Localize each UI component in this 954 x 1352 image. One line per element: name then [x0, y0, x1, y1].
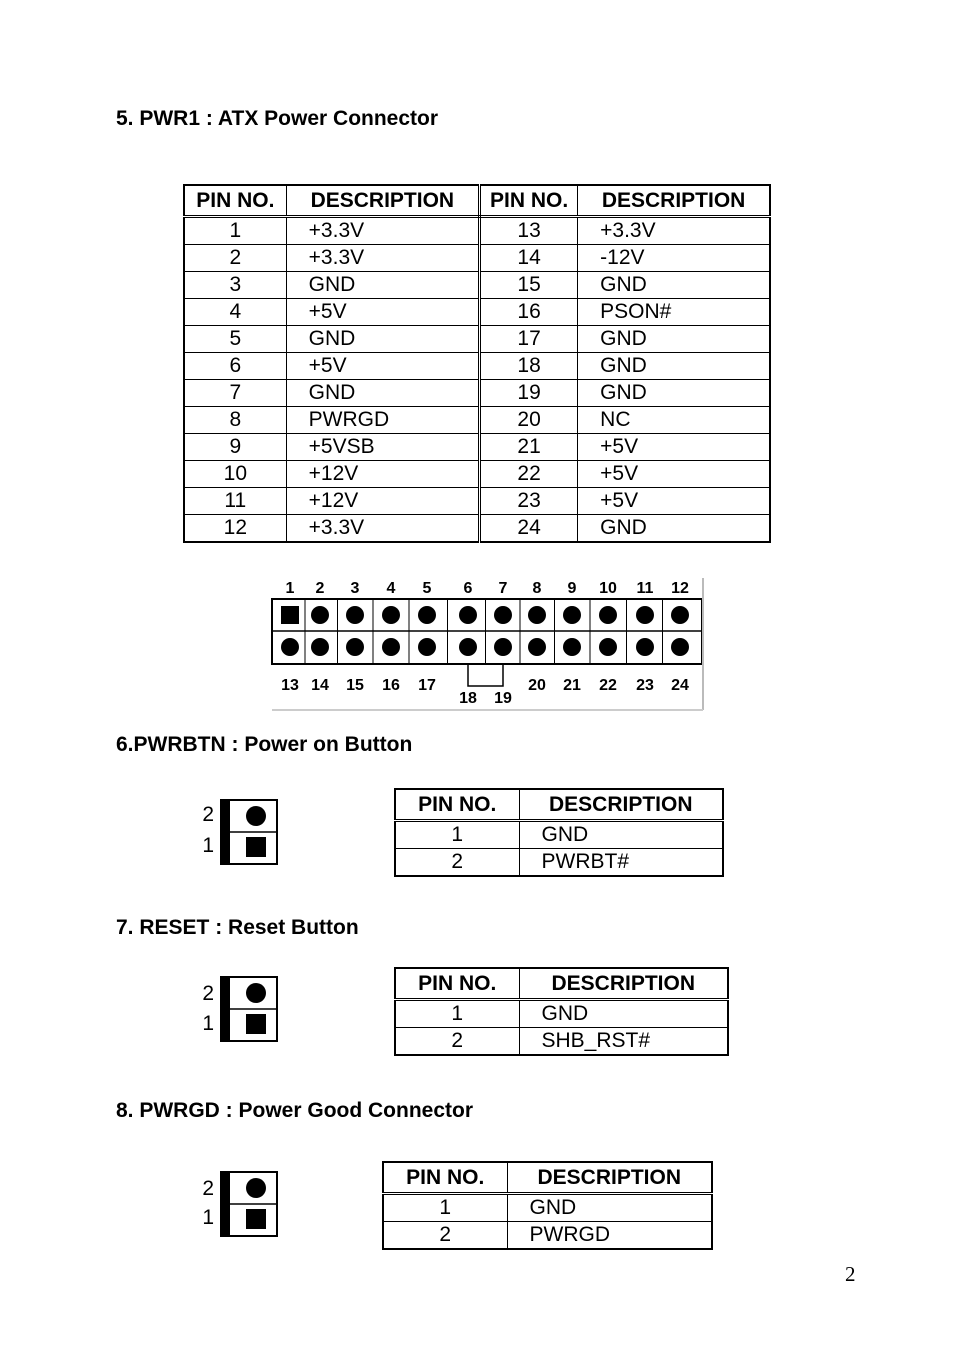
- table-row: [184, 461, 770, 488]
- description-cell: +5V: [286, 299, 479, 326]
- pin-dot: [494, 606, 512, 624]
- table-row: [184, 434, 770, 461]
- jumper-pin-label-1: 1: [202, 1206, 214, 1229]
- pin-number-cell: 9: [184, 434, 286, 461]
- pin-number-cell: 2: [395, 849, 519, 877]
- jumper-pin-label-2: 2: [202, 803, 214, 826]
- pin-dot: [382, 606, 400, 624]
- description-cell: +3.3V: [286, 217, 479, 245]
- pin-number-cell: 16: [480, 299, 578, 326]
- description-cell: SHB_RST#: [519, 1028, 728, 1056]
- description-cell: +5V: [286, 353, 479, 380]
- table-header-row: [383, 1162, 712, 1194]
- jumper-pin-label-2: 2: [202, 982, 214, 1005]
- pin-dot: [382, 638, 400, 656]
- table-row: [184, 245, 770, 272]
- table-row: [184, 272, 770, 299]
- pin-dot: [418, 606, 436, 624]
- description-cell: NC: [578, 407, 770, 434]
- pwrbtn-pin-table: [394, 788, 724, 877]
- table-row: [395, 849, 723, 877]
- table-row: [184, 488, 770, 515]
- pin-dot: [636, 638, 654, 656]
- pin-dot: [599, 606, 617, 624]
- pin-label: 20: [528, 677, 546, 694]
- table-header-row: [395, 789, 723, 821]
- description-cell: GND: [578, 515, 770, 543]
- table-row: [383, 1194, 712, 1222]
- pin-number-cell: 19: [480, 380, 578, 407]
- pin-label: 8: [532, 580, 542, 597]
- reset-pin-table: [394, 967, 729, 1056]
- column-header: DESCRIPTION: [519, 968, 728, 1000]
- atx-24pin-connector-diagram: [266, 574, 708, 714]
- pin-number-cell: 22: [480, 461, 578, 488]
- table-row: [184, 380, 770, 407]
- description-cell: +12V: [286, 488, 479, 515]
- table-row: [184, 326, 770, 353]
- pin-number-cell: 1: [383, 1194, 507, 1222]
- pin-label: 1: [285, 580, 295, 597]
- description-cell: PSON#: [578, 299, 770, 326]
- pin-number-cell: 1: [395, 821, 519, 849]
- pin-number-cell: 6: [184, 353, 286, 380]
- description-cell: +3.3V: [286, 245, 479, 272]
- connector-key-notch: [468, 664, 503, 686]
- description-cell: GND: [507, 1194, 712, 1222]
- pin-label: 6: [463, 580, 473, 597]
- description-cell: +5V: [578, 461, 770, 488]
- pin-dot: [459, 638, 477, 656]
- table-row: [184, 407, 770, 434]
- table-row: [184, 515, 770, 543]
- table-row: [184, 217, 770, 245]
- table-row: [395, 821, 723, 849]
- column-header: DESCRIPTION: [519, 789, 723, 821]
- pin-number-cell: 11: [184, 488, 286, 515]
- jumper-pin-label-1: 1: [202, 1012, 214, 1035]
- pin-label: 13: [281, 677, 299, 694]
- pin-number-cell: 24: [480, 515, 578, 543]
- pin-number-cell: 5: [184, 326, 286, 353]
- table-header-row: [184, 185, 770, 217]
- reset-2pin-jumper-icon: [220, 976, 278, 1042]
- description-cell: +3.3V: [286, 515, 479, 543]
- pin-label: 19: [494, 690, 512, 707]
- pin-dot: [311, 638, 329, 656]
- section-heading-pwrgd: 8. PWRGD : Power Good Connector: [116, 1099, 474, 1122]
- pin-label: 24: [671, 677, 689, 694]
- description-cell: PWRGD: [507, 1222, 712, 1250]
- pin-label: 7: [498, 580, 508, 597]
- pin-dot: [494, 638, 512, 656]
- pin-label: 22: [599, 677, 617, 694]
- pin-dot: [636, 606, 654, 624]
- section-heading-reset: 7. RESET : Reset Button: [116, 916, 359, 939]
- pin-number-cell: 12: [184, 515, 286, 543]
- pin-dot: [528, 606, 546, 624]
- pin-label: 21: [563, 677, 581, 694]
- column-header: DESCRIPTION: [286, 185, 479, 217]
- pin-number-cell: 1: [395, 1000, 519, 1028]
- column-header: DESCRIPTION: [507, 1162, 712, 1194]
- column-header: DESCRIPTION: [578, 185, 770, 217]
- pin-dot: [346, 638, 364, 656]
- description-cell: PWRBT#: [519, 849, 723, 877]
- description-cell: GND: [578, 326, 770, 353]
- description-cell: PWRGD: [286, 407, 479, 434]
- jumper-pin-label-2: 2: [202, 1177, 214, 1200]
- pwrbtn-2pin-jumper-icon: [220, 799, 278, 865]
- table-row: [184, 299, 770, 326]
- pin-number-cell: 1: [184, 217, 286, 245]
- pin-label: 9: [567, 580, 577, 597]
- pin-label: 17: [418, 677, 436, 694]
- description-cell: GND: [286, 326, 479, 353]
- pwrgd-2pin-jumper-icon: [220, 1171, 278, 1237]
- pin-label: 5: [422, 580, 432, 597]
- pin-dot: [418, 638, 436, 656]
- pin-number-cell: 20: [480, 407, 578, 434]
- description-cell: +12V: [286, 461, 479, 488]
- pwr1-pin-table: [183, 184, 771, 543]
- column-header: PIN NO.: [395, 789, 519, 821]
- pin-label: 16: [382, 677, 400, 694]
- description-cell: -12V: [578, 245, 770, 272]
- pin-number-cell: 2: [395, 1028, 519, 1056]
- pin-number-cell: 17: [480, 326, 578, 353]
- pin-number-cell: 2: [383, 1222, 507, 1250]
- table-header-row: [395, 968, 728, 1000]
- pin-label: 11: [636, 580, 654, 597]
- pin-dot: [459, 606, 477, 624]
- pin-number-cell: 7: [184, 380, 286, 407]
- section-heading-pwrbtn: 6.PWRBTN : Power on Button: [116, 733, 413, 756]
- pin-dot: [599, 638, 617, 656]
- pin-dot: [563, 606, 581, 624]
- description-cell: +5V: [578, 434, 770, 461]
- description-cell: GND: [578, 380, 770, 407]
- pin-dot: [671, 606, 689, 624]
- pin-number-cell: 21: [480, 434, 578, 461]
- table-row: [395, 1028, 728, 1056]
- pin-label: 14: [311, 677, 329, 694]
- pin-label: 2: [315, 580, 325, 597]
- pin-number-cell: 13: [480, 217, 578, 245]
- column-header: PIN NO.: [184, 185, 286, 217]
- pin-dot: [671, 638, 689, 656]
- pin-1-square: [281, 606, 299, 624]
- pin-label: 15: [346, 677, 364, 694]
- pin-dot: [346, 606, 364, 624]
- pwr1-table-body: [184, 217, 770, 543]
- pin-label: 18: [459, 690, 477, 707]
- pwrgd-pin-table: [382, 1161, 713, 1250]
- description-cell: GND: [578, 272, 770, 299]
- jumper-pin-label-1: 1: [202, 834, 214, 857]
- pin-number-cell: 4: [184, 299, 286, 326]
- pin-label: 23: [636, 677, 654, 694]
- pin-number-cell: 23: [480, 488, 578, 515]
- table-row: [383, 1222, 712, 1250]
- pin-label: 3: [350, 580, 360, 597]
- pin-label: 10: [599, 580, 617, 597]
- pin-number-cell: 18: [480, 353, 578, 380]
- description-cell: GND: [519, 1000, 728, 1028]
- description-cell: GND: [286, 272, 479, 299]
- page-number: 2: [845, 1262, 856, 1286]
- pin-number-cell: 14: [480, 245, 578, 272]
- section-heading-pwr1: 5. PWR1 : ATX Power Connector: [116, 107, 439, 130]
- pin-number-cell: 2: [184, 245, 286, 272]
- description-cell: +3.3V: [578, 217, 770, 245]
- description-cell: GND: [286, 380, 479, 407]
- table-row: [395, 1000, 728, 1028]
- description-cell: GND: [578, 353, 770, 380]
- description-cell: GND: [519, 821, 723, 849]
- pin-number-cell: 3: [184, 272, 286, 299]
- column-header: PIN NO.: [480, 185, 578, 217]
- pin-number-cell: 8: [184, 407, 286, 434]
- description-cell: +5V: [578, 488, 770, 515]
- table-row: [184, 353, 770, 380]
- pin-number-cell: 15: [480, 272, 578, 299]
- column-header: PIN NO.: [383, 1162, 507, 1194]
- pin-number-cell: 10: [184, 461, 286, 488]
- pin-label: 4: [386, 580, 396, 597]
- pin-dot: [563, 638, 581, 656]
- pin-label: 12: [671, 580, 689, 597]
- pin-dot: [281, 638, 299, 656]
- pin-dot: [311, 606, 329, 624]
- column-header: PIN NO.: [395, 968, 519, 1000]
- description-cell: +5VSB: [286, 434, 479, 461]
- pin-dot: [528, 638, 546, 656]
